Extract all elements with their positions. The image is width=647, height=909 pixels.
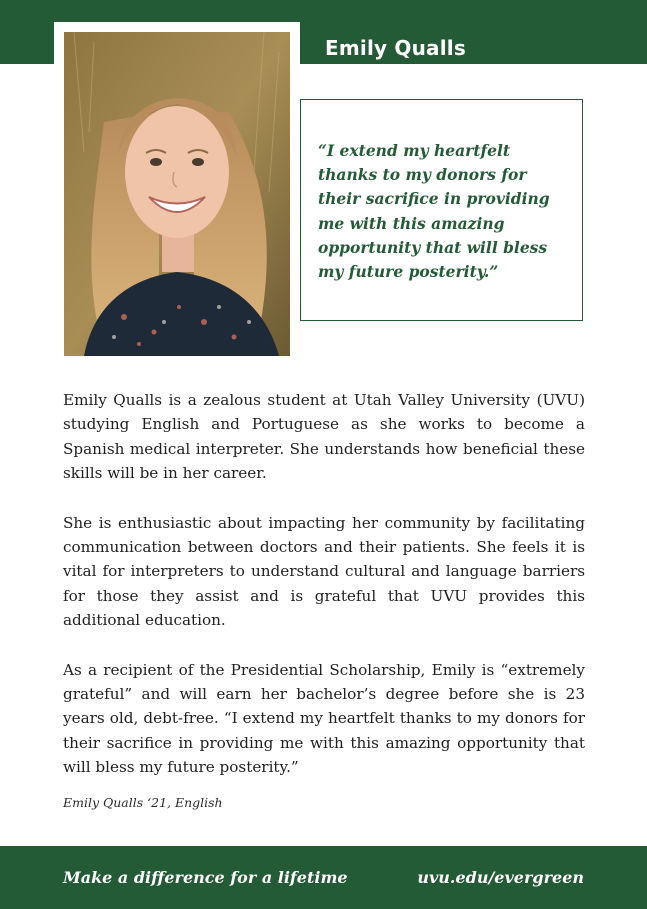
story-paragraph-1: Emily Qualls is a zealous student at Utah Valley University (UVU) studying English and Portuguese as she works to become a Spanish medical interpreter. She understands how beneficial these skills will be in her career. (63, 391, 585, 483)
attribution: Emily Qualls ‘21, English (63, 795, 223, 810)
story-paragraph-3: As a recipient of the Presidential Scholarship, Emily is “extremely grateful” and will earn her bachelor’s degree before she is 23 years old, debt-free. “I extend my heartfelt thanks to my donors for their sacrifice in providing me with this amazing opportunity that will bless my future posterity.” (63, 660, 585, 777)
page-title: Emily Qualls (325, 36, 466, 60)
footer-tagline: Make a difference for a lifetime (63, 868, 348, 887)
pull-quote: “I extend my heartfelt thanks to my donors for their sacrifice in providing me with this amazing opportunity that will bless my future posterity.” (318, 141, 550, 282)
portrait-photo (64, 32, 290, 356)
story-paragraph-2: She is enthusiastic about impacting her community by facilitating communication between doctors and their patients. She feels it is vital for interpreters to understand cultural and language barriers for those they assist and is grateful that UVU provides this additional education. (63, 513, 585, 630)
footer-website-link[interactable]: uvu.edu/evergreen (417, 868, 584, 887)
story-body (63, 388, 585, 805)
